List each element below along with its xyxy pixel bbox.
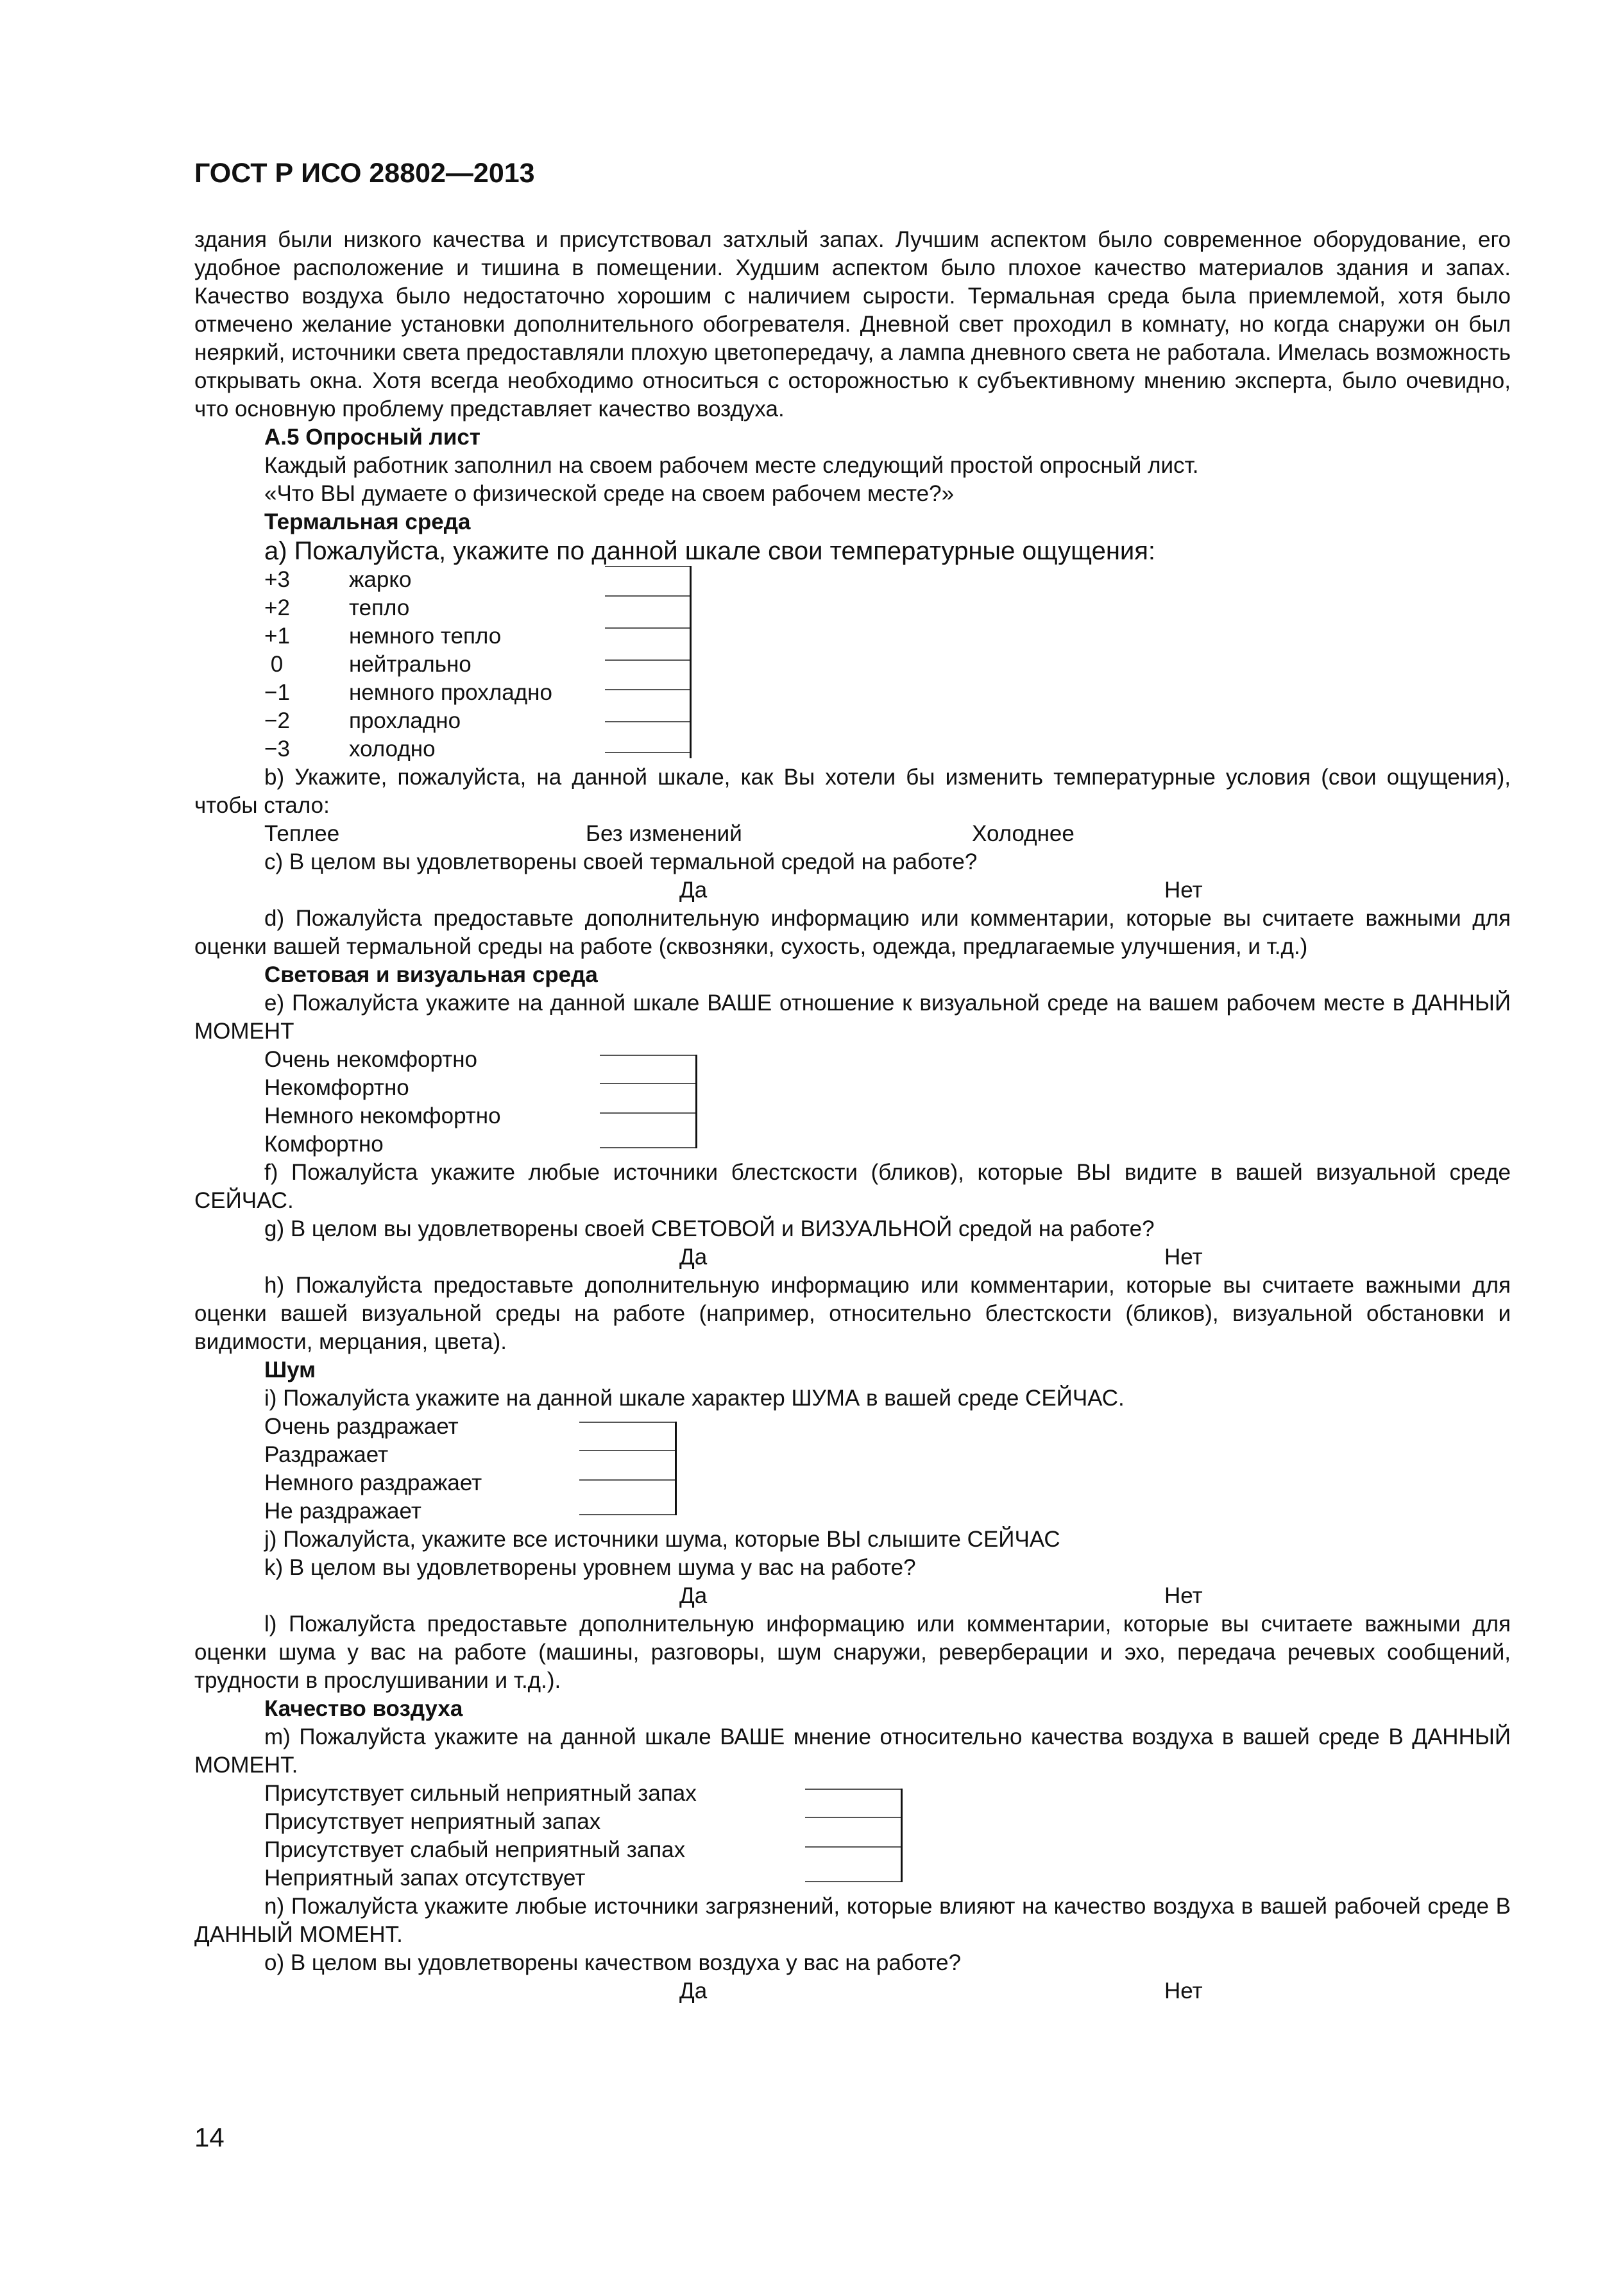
scale-row <box>194 651 1511 679</box>
scale-label: холодно <box>349 736 436 761</box>
b-options <box>194 820 1511 848</box>
scale-code: −3 <box>264 736 290 761</box>
scale-code: +1 <box>264 624 290 649</box>
option-yes[interactable]: Да <box>679 878 708 903</box>
section-a5-line1: Каждый работник заполнил на своем рабочем месте следующий простой опросный лист. <box>264 453 1199 478</box>
scale-label: тепло <box>349 595 410 620</box>
air-scale <box>194 1780 1511 1892</box>
intro-paragraph: здания были низкого качества и присутствовал затхлый запах. Лучшим аспектом было современное оборудование, его удобное расположение и тишина в помещении. Худшим аспектом было плохое качество материалов здания и запах. Качество воздуха было недостаточно хорошим с наличием сырости. Термальная среда была приемлемой, хотя было отмечено желание установки дополнительного обогревателя. Дневной свет проходил в комнату, но когда снаружи он был неяркий, источники света предоставляли плохую цветопередачу, а лампа дневного света не работала. Имелась возможность открывать окна. Хотя всегда необходимо относиться с осторожностью к субъективному мнению эксперта, было очевидно, что основную проблему представляет качество воздуха. <box>194 227 1511 421</box>
scale-code: 0 <box>264 652 284 677</box>
thermal-question-b: b) Укажите, пожалуйста, на данной шкале, как Вы хотели бы изменить температурные условия (свои ощущения), чтобы стало: <box>194 765 1511 818</box>
scale-label: Неприятный запах отсутствует <box>264 1866 586 1891</box>
scale-row <box>194 1102 1511 1130</box>
visual-question-g: g) В целом вы удовлетворены своей СВЕТОВОЙ и ВИЗУАЛЬНОЙ средой на работе? <box>264 1216 1155 1241</box>
option-no-change[interactable]: Без изменений <box>586 821 742 846</box>
scale-code: +3 <box>264 567 290 592</box>
noise-title: Шум <box>264 1357 316 1382</box>
air-question-n: n) Пожалуйста укажите любые источники загрязнений, которые влияют на качество воздуха в вашей рабочей среде В ДАННЫЙ МОМЕНТ. <box>194 1894 1511 1947</box>
visual-question-f: f) Пожалуйста укажите любые источники блестскости (бликов), которые ВЫ видите в вашей визуальной среде СЕЙЧАС. <box>194 1160 1511 1213</box>
page-number: 14 <box>194 2122 225 2152</box>
scale-row <box>194 566 1511 594</box>
scale-row <box>194 622 1511 651</box>
scale-label: немного прохладно <box>349 680 552 705</box>
scale-label: Присутствует слабый неприятный запах <box>264 1837 686 1862</box>
thermal-title: Термальная среда <box>264 509 471 534</box>
visual-question-e: e) Пожалуйста укажите на данной шкале ВАШЕ отношение к визуальной среде на вашем рабочем месте в ДАННЫЙ МОМЕНТ <box>194 991 1511 1044</box>
answer-box[interactable] <box>805 1789 903 1882</box>
scale-row <box>194 707 1511 735</box>
scale-code: −2 <box>264 708 290 733</box>
air-question-m: m) Пожалуйста укажите на данной шкале ВАШЕ мнение относительно качества воздуха в вашей среде В ДАННЫЙ МОМЕНТ. <box>194 1724 1511 1778</box>
noise-scale <box>194 1413 1511 1526</box>
air-question-o: o) В целом вы удовлетворены качеством воздуха у вас на работе? <box>264 1950 962 1975</box>
option-no[interactable]: Нет <box>1164 1583 1203 1608</box>
scale-row <box>194 1074 1511 1102</box>
thermal-question-d: d) Пожалуйста предоставьте дополнительную информацию или комментарии, которые вы считаете важными для оценки вашей термальной среды на работе (сквозняки, сухость, одежда, предлагаемые улучшения, и т.д.) <box>194 906 1511 959</box>
section-a5-line2: «Что ВЫ думаете о физической среде на своем рабочем месте?» <box>264 481 955 506</box>
yes-no-k <box>194 1582 1511 1610</box>
option-no[interactable]: Нет <box>1164 878 1203 903</box>
answer-box[interactable] <box>579 1422 677 1515</box>
noise-question-k: k) В целом вы удовлетворены уровнем шума у вас на работе? <box>264 1555 916 1580</box>
option-colder[interactable]: Холоднее <box>972 821 1075 846</box>
option-warmer[interactable]: Теплее <box>264 821 340 846</box>
air-title: Качество воздуха <box>264 1696 463 1721</box>
option-no[interactable]: Нет <box>1164 1245 1203 1270</box>
scale-row <box>194 1441 1511 1469</box>
scale-label: Очень некомфортно <box>264 1047 478 1072</box>
scale-row <box>194 1046 1511 1074</box>
visual-title: Световая и визуальная среда <box>264 962 598 987</box>
option-yes[interactable]: Да <box>679 1245 708 1270</box>
scale-label: Немного раздражает <box>264 1470 482 1495</box>
answer-box[interactable] <box>605 566 692 758</box>
option-no[interactable]: Нет <box>1164 1978 1203 2003</box>
scale-row <box>194 679 1511 707</box>
scale-label: Некомфортно <box>264 1075 409 1100</box>
section-title-a5: А.5 Опросный лист <box>264 425 480 450</box>
scale-code: +2 <box>264 595 290 620</box>
yes-no-c <box>194 876 1511 905</box>
noise-question-j: j) Пожалуйста, укажите все источники шума, которые ВЫ слышите СЕЙЧАС <box>264 1527 1060 1552</box>
thermal-question-c: c) В целом вы удовлетворены своей термальной средой на работе? <box>264 849 978 874</box>
scale-label: Присутствует сильный неприятный запах <box>264 1781 697 1806</box>
scale-label: Присутствует неприятный запах <box>264 1809 601 1834</box>
scale-label: Очень раздражает <box>264 1414 459 1439</box>
document-header: ГОСТ Р ИСО 28802—2013 <box>194 158 535 189</box>
thermal-scale <box>194 566 1511 763</box>
scale-row <box>194 735 1511 763</box>
page-content <box>194 226 1511 2005</box>
scale-label: жарко <box>349 567 412 592</box>
scale-row <box>194 1130 1511 1159</box>
answer-box[interactable] <box>600 1055 697 1148</box>
scale-code: −1 <box>264 680 290 705</box>
scale-label: прохладно <box>349 708 461 733</box>
scale-row <box>194 1413 1511 1441</box>
yes-no-o <box>194 1977 1511 2005</box>
scale-row <box>194 594 1511 622</box>
scale-label: немного тепло <box>349 624 502 649</box>
option-yes[interactable]: Да <box>679 1978 708 2003</box>
visual-question-h: h) Пожалуйста предоставьте дополнительную информацию или комментарии, которые вы считаете важными для оценки вашей визуальной среды на работе (например, относительно блестскости (бликов), визуальной обстановки и видимости, мерцания, цвета). <box>194 1273 1511 1354</box>
scale-label: Раздражает <box>264 1442 389 1467</box>
noise-question-l: l) Пожалуйста предоставьте дополнительную информацию или комментарии, которые вы считаете важными для оценки шума у вас на работе (машины, разговоры, шум снаружи, реверберации и эхо, передача речевых сообщений, трудности в прослушивании и т.д.). <box>194 1611 1511 1693</box>
scale-label: нейтрально <box>349 652 472 677</box>
visual-scale <box>194 1046 1511 1159</box>
noise-question-i: i) Пожалуйста укажите на данной шкале характер ШУМА в вашей среде СЕЙЧАС. <box>264 1386 1125 1411</box>
thermal-question-a: a) Пожалуйста, укажите по данной шкале свои температурные ощущения: <box>264 537 1156 565</box>
scale-row <box>194 1469 1511 1497</box>
scale-label: Комфортно <box>264 1132 384 1157</box>
scale-label: Не раздражает <box>264 1499 421 1524</box>
option-yes[interactable]: Да <box>679 1583 708 1608</box>
scale-label: Немного некомфортно <box>264 1103 501 1128</box>
yes-no-g <box>194 1243 1511 1271</box>
scale-row <box>194 1497 1511 1526</box>
